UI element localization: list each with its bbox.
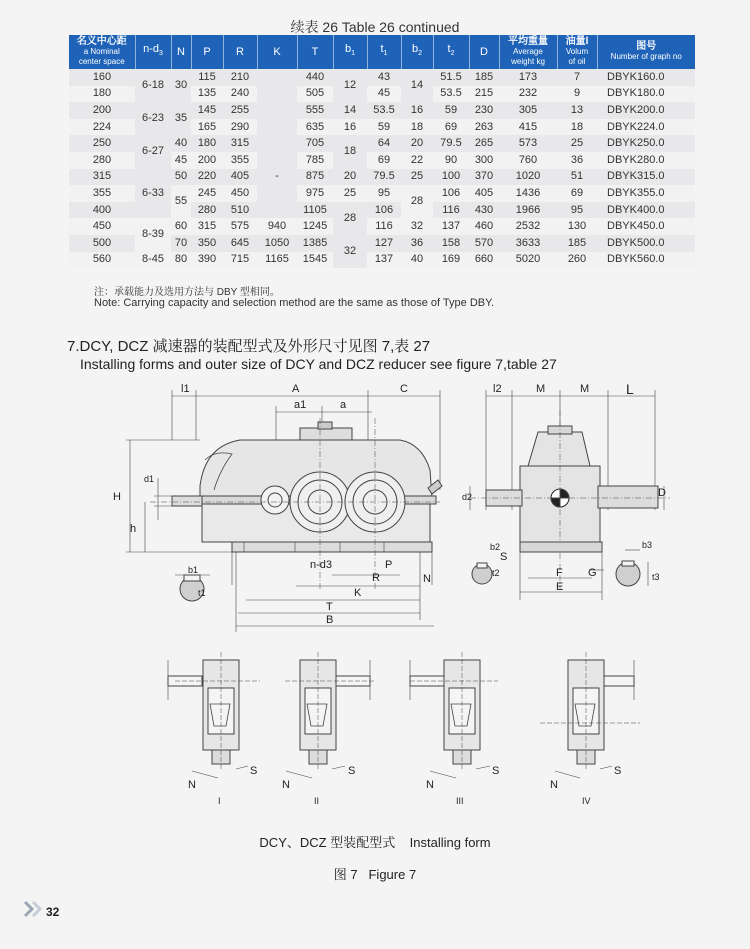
form-1-n: N xyxy=(188,779,196,791)
form-4-s: S xyxy=(614,765,622,777)
label-l2: l2 xyxy=(493,383,502,395)
table-row: 180 135 240 505 45 53.5 215 232 9 DBYK180.0 xyxy=(69,86,695,103)
table-row: 160 6-18 30 115 210 440 12 43 14 51.5 185 173 7 DBYK160.0 xyxy=(69,69,695,86)
installing-forms xyxy=(168,652,640,778)
label-a1: a1 xyxy=(294,399,307,411)
header-k: K xyxy=(257,35,297,69)
form-4-n: N xyxy=(550,779,558,791)
page-number: 32 xyxy=(46,905,60,919)
label-M1: M xyxy=(536,383,546,395)
label-t1: t1 xyxy=(198,588,206,598)
label-d2: d2 xyxy=(462,492,473,502)
form-3-roman: III xyxy=(456,796,464,806)
header-t2: $t_2$ xyxy=(433,35,469,69)
table-row: 500 70 350 645 1050 1385 32 127 36 158 570 3633 185 DBYK500.0 xyxy=(69,235,695,252)
reducer-drawing xyxy=(0,370,750,820)
label-A: A xyxy=(292,383,300,395)
form-1-s: S xyxy=(250,765,258,777)
form-diagram-2 xyxy=(285,652,375,778)
table-row: 355 55 245 450 975 25 95 28 106 405 1436 69 DBYK355.0 xyxy=(69,185,695,202)
form-diagram-3 xyxy=(410,652,498,778)
header-t: T xyxy=(297,35,333,69)
header-d: D xyxy=(469,35,499,69)
section-title-english: Installing forms and outer size of DCY and DCZ reducer see figure 7,table 27 xyxy=(80,356,557,372)
label-a: a xyxy=(340,399,347,411)
header-n: N xyxy=(171,35,191,69)
label-t3: t3 xyxy=(652,572,660,582)
label-b2: b2 xyxy=(490,542,501,552)
table-row: 315 6-33 50 220 405 875 20 79.5 25 100 370 1020 51 DBYK315.0 xyxy=(69,169,695,186)
form-diagram-4 xyxy=(540,652,640,778)
label-E: E xyxy=(556,581,564,593)
figure-caption: DCY、DCZ 型装配型式 Installing form xyxy=(259,835,491,850)
label-h: h xyxy=(130,523,137,535)
header-t1: $t_1$ xyxy=(367,35,401,69)
front-view xyxy=(126,390,442,632)
note-chinese: 注：承载能力及选用方法与 DBY 型相同。 xyxy=(94,287,280,298)
table-row: 450 8-39 60 315 575 940 1245 116 32 137 460 2532 130 DBYK450.0 xyxy=(69,218,695,235)
label-T: T xyxy=(326,601,333,613)
label-H: H xyxy=(113,491,121,503)
label-S: S xyxy=(500,551,508,563)
label-b3: b3 xyxy=(642,540,653,550)
label-L: L xyxy=(626,381,634,397)
form-2-roman: II xyxy=(314,796,320,806)
label-R: R xyxy=(372,572,380,584)
label-B: B xyxy=(326,614,334,626)
spec-table xyxy=(69,35,695,268)
form-2-s: S xyxy=(348,765,356,777)
note-english: Note: Carrying capacity and selection method are the same as those of Type DBY. xyxy=(94,297,495,309)
form-3-n: N xyxy=(426,779,434,791)
form-2-n: N xyxy=(282,779,290,791)
label-D: D xyxy=(658,487,666,499)
header-weight: 平均重量 Average weight kg xyxy=(499,35,557,69)
label-N: N xyxy=(423,573,431,585)
label-C: C xyxy=(400,383,408,395)
header-b2: $b_2$ xyxy=(401,35,433,69)
table-row: 224 165 290 635 16 59 18 69 263 415 18 DBYK224.0 xyxy=(69,119,695,136)
header-b1: $b_1$ xyxy=(333,35,367,69)
figure-number: 图 7 Figure 7 xyxy=(333,867,417,882)
label-K: K xyxy=(354,587,362,599)
chevron-right-icon xyxy=(23,900,45,918)
label-b1: b1 xyxy=(188,565,199,575)
header-graph: 图号 Number of graph no xyxy=(597,35,695,69)
label-G: G xyxy=(588,567,597,579)
label-nd3: n-d3 xyxy=(310,559,333,571)
table-row: 250 6-27 40 180 315 - 705 18 64 20 79.5 265 573 25 DBYK250.0 xyxy=(69,135,695,152)
label-d1: d1 xyxy=(144,474,155,484)
form-diagram-1 xyxy=(168,652,260,778)
table-title: 续表 26 Table 26 continued xyxy=(290,19,460,35)
form-1-roman: I xyxy=(218,796,221,806)
table-row: 400 280 510 1105 28 106 116 430 1966 95 DBYK400.0 xyxy=(69,202,695,219)
label-t2: t2 xyxy=(492,568,500,578)
header-oil: 油量l Volum of oil xyxy=(557,35,597,69)
header-r: R xyxy=(223,35,257,69)
label-l1: l1 xyxy=(181,383,190,395)
table-row: 200 6-23 35 145 255 555 14 53.5 16 59 230 305 13 DBYK200.0 xyxy=(69,102,695,119)
label-F: F xyxy=(556,567,563,579)
section-title-chinese: 7.DCY, DCZ 减速器的装配型式及外形尺寸见图 7,表 27 xyxy=(67,338,431,355)
side-view xyxy=(470,390,670,600)
table-row: 280 45 200 355 785 69 22 90 300 760 36 DBYK280.0 xyxy=(69,152,695,169)
header-nd: $n-d_3$ xyxy=(135,35,171,69)
label-P: P xyxy=(385,559,393,571)
form-3-s: S xyxy=(492,765,500,777)
form-4-roman: IV xyxy=(582,796,591,806)
header-p: P xyxy=(191,35,223,69)
table-row: 560 8-45 80 390 715 1165 1545 137 40 169 660 5020 260 DBYK560.0 xyxy=(69,252,695,269)
table-header-row xyxy=(69,35,695,69)
header-center: 名义中心距 a Nominal center space xyxy=(69,35,135,69)
label-M2: M xyxy=(580,383,590,395)
